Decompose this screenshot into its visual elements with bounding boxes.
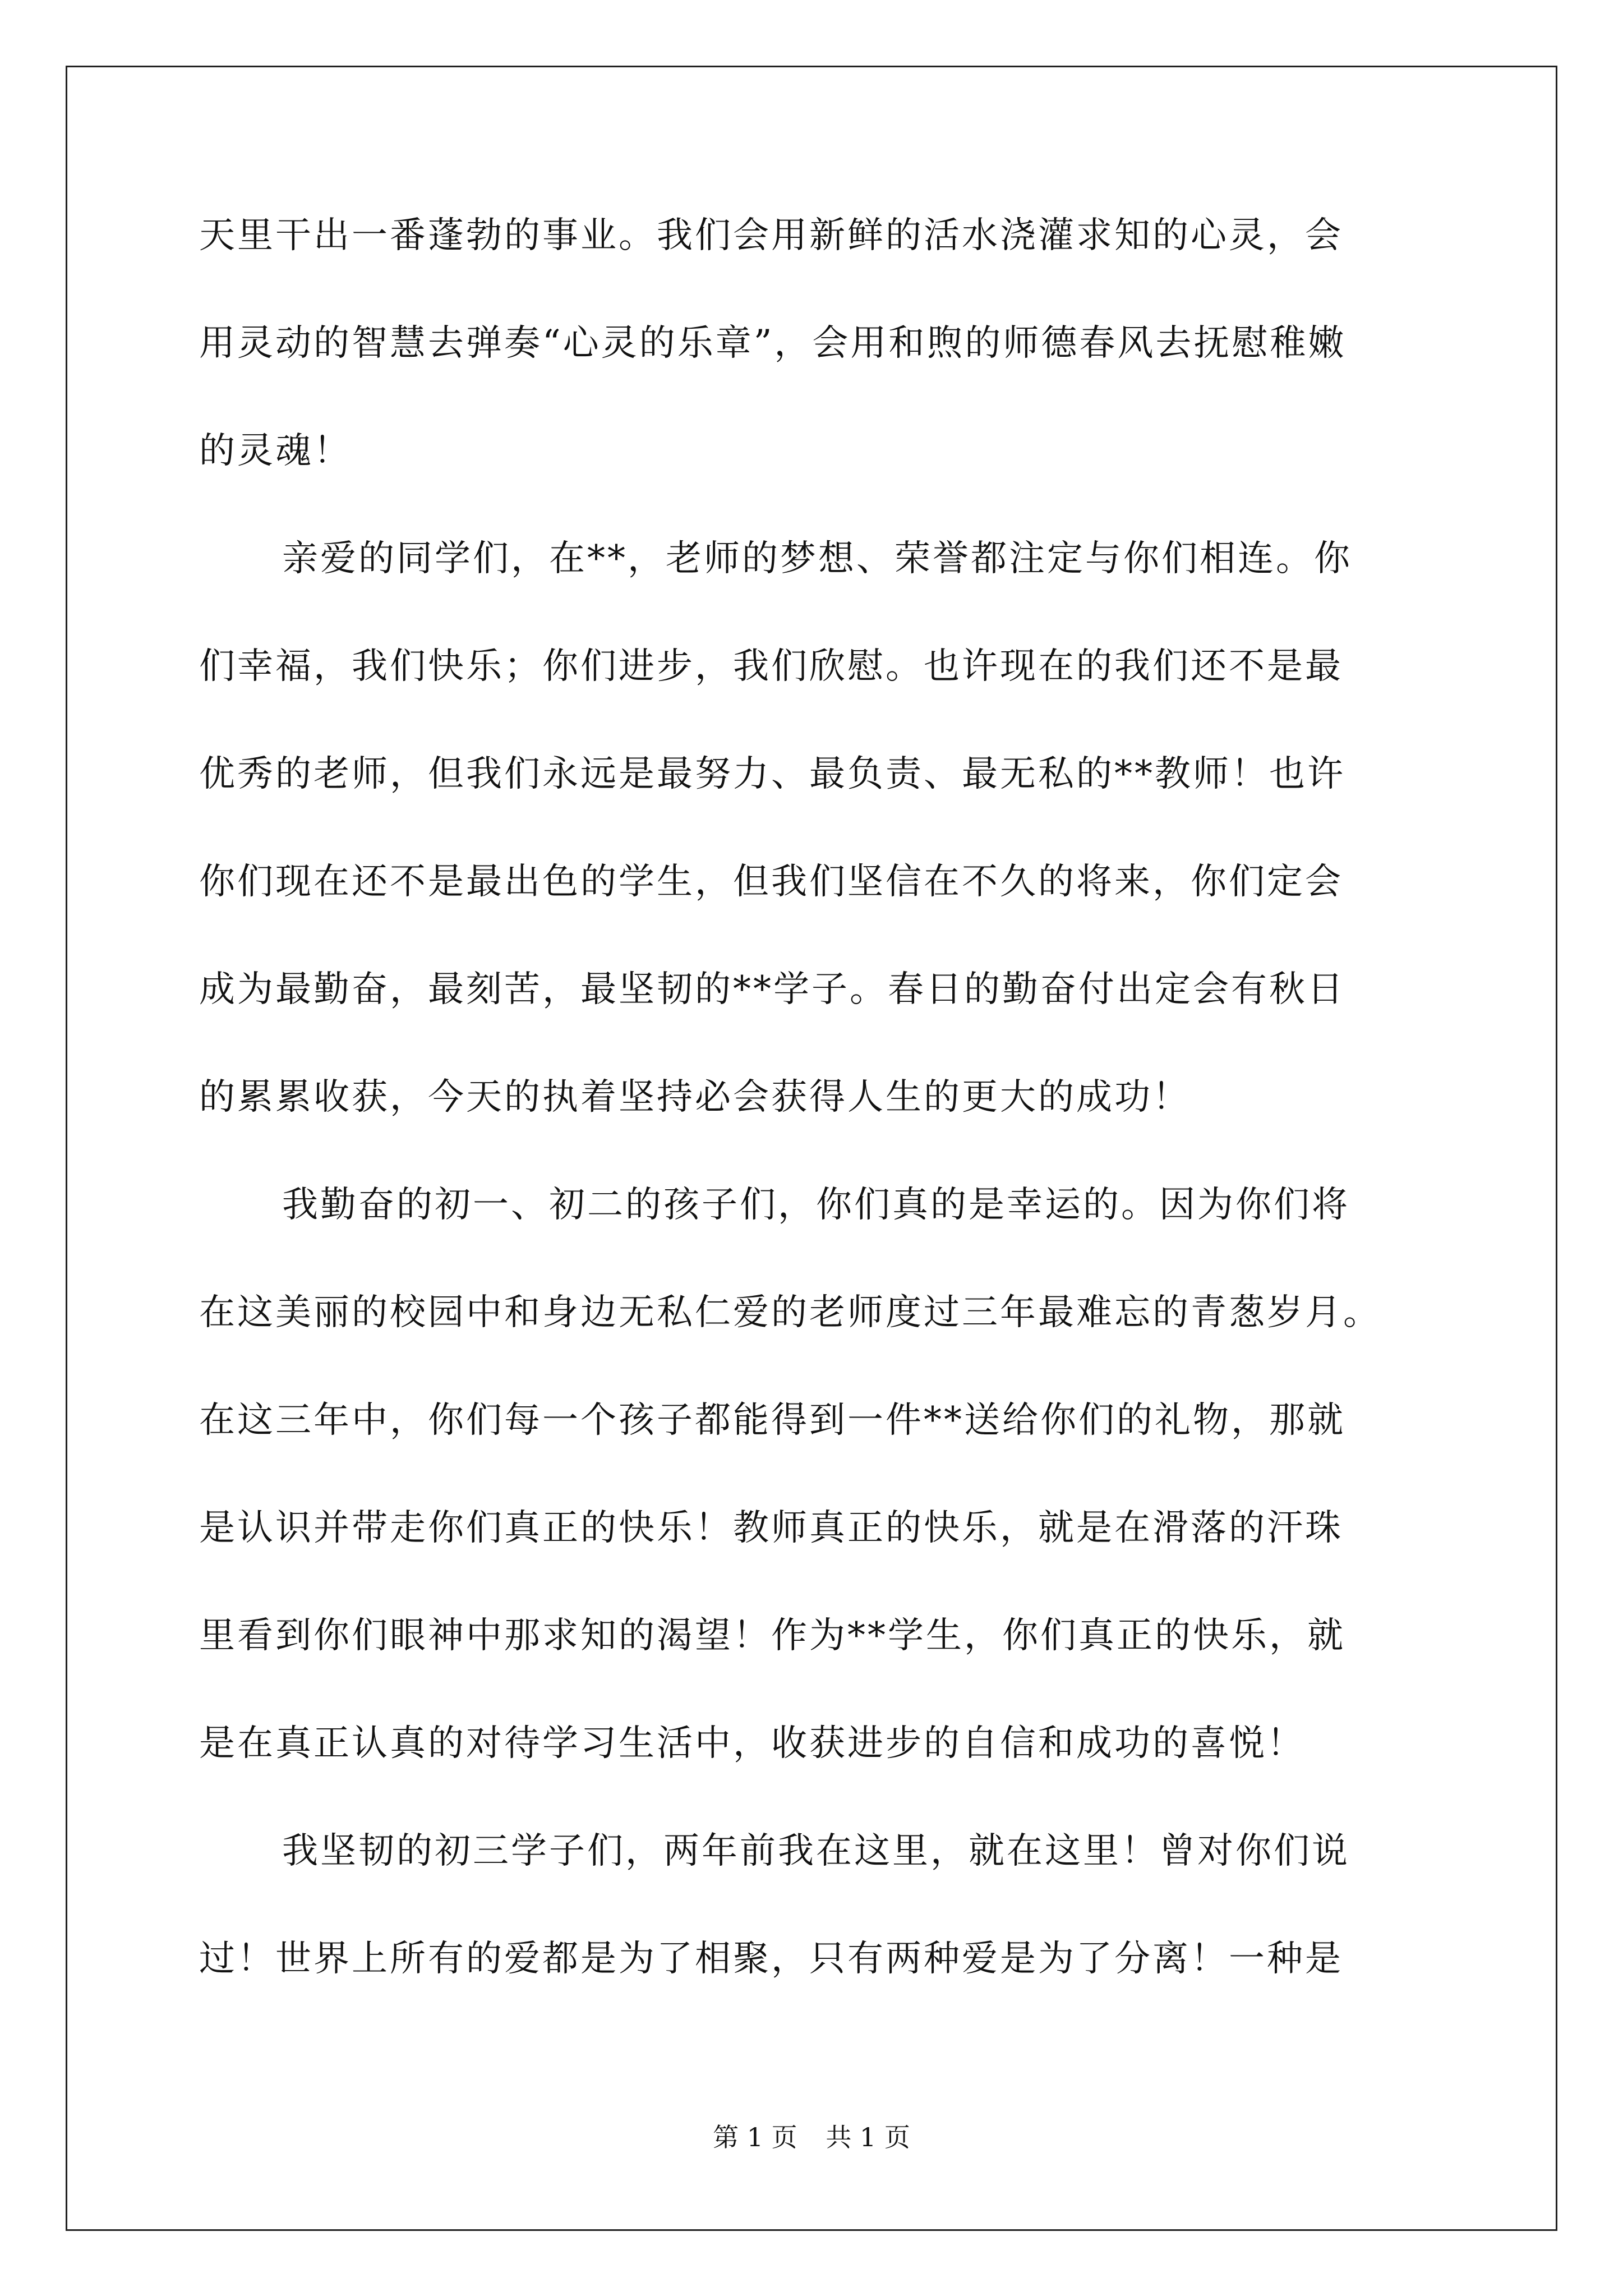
text-line: 你们现在还不是最出色的学生，但我们坚信在不久的将来，你们定会 (199, 861, 1343, 903)
text-line: 在这三年中，你们每一个孩子都能得到一件**送给你们的礼物，那就 (199, 1400, 1345, 1441)
text-line: 是在真正认真的对待学习生活中，收获进步的自信和成功的喜悦！ (199, 1723, 1305, 1764)
text-line: 过！世界上所有的爱都是为了相聚，只有两种爱是为了分离！一种是 (199, 1938, 1343, 1980)
paragraph-start-line: 我坚韧的初三学子们，两年前我在这里，就在这里！曾对你们说 (282, 1830, 1350, 1872)
text-line: 在这美丽的校园中和身边无私仁爱的老师度过三年最难忘的青葱岁月。 (199, 1292, 1381, 1333)
page-total: 共 1 页 (826, 2122, 910, 2152)
text-line: 是认识并带走你们真正的快乐！教师真正的快乐，就是在滑落的汗珠 (199, 1507, 1343, 1549)
text-line: 的累累收获，今天的执着坚持必会获得人生的更大的成功！ (199, 1076, 1191, 1118)
text-line: 天里干出一番蓬勃的事业。我们会用新鲜的活水浇灌求知的心灵，会 (199, 215, 1343, 256)
text-line: 成为最勤奋，最刻苦，最坚韧的**学子。春日的勤奋付出定会有秋日 (199, 969, 1345, 1010)
text-line: 里看到你们眼神中那求知的渴望！作为**学生，你们真正的快乐，就 (199, 1615, 1345, 1657)
paragraph-start-line: 亲爱的同学们，在**，老师的梦想、荣誉都注定与你们相连。你 (282, 538, 1352, 579)
text-line: 优秀的老师，但我们永远是最努力、最负责、最无私的**教师！也许 (199, 753, 1345, 795)
text-line: 的灵魂！ (199, 430, 352, 472)
text-line: 用灵动的智慧去弹奏“心灵的乐章”，会用和煦的师德春风去抚慰稚嫩 (199, 323, 1347, 364)
document-body (199, 216, 1424, 2047)
page-number: 第 1 页 (713, 2122, 797, 2152)
paragraph-start-line: 我勤奋的初一、初二的孩子们，你们真的是幸运的。因为你们将 (282, 1184, 1350, 1226)
page-footer (0, 2123, 1623, 2151)
text-line: 们幸福，我们快乐；你们进步，我们欣慰。也许现在的我们还不是最 (199, 646, 1343, 687)
